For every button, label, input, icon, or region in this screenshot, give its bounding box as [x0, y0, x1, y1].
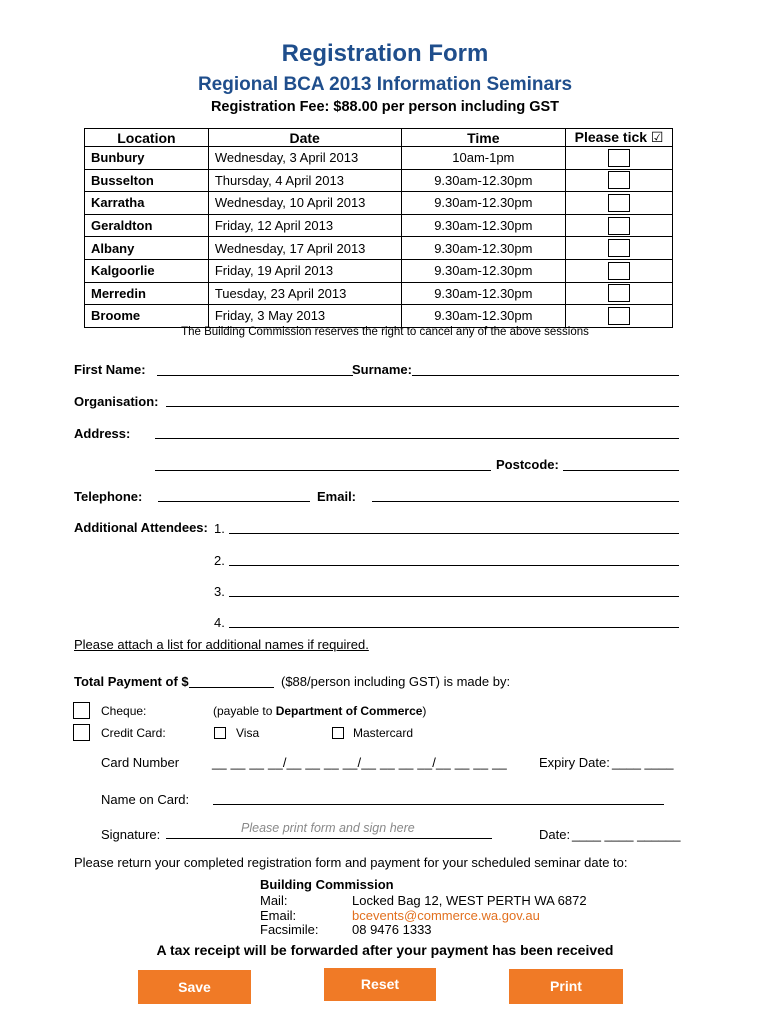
- address-label: Address:: [74, 426, 131, 441]
- session-checkbox-kalgoorlie[interactable]: [608, 262, 630, 280]
- cheque-checkbox[interactable]: [73, 702, 90, 719]
- first-name-label: First Name:: [74, 362, 146, 377]
- cheque-payee-note: (payable to Department of Commerce): [213, 704, 427, 718]
- location-cell: Karratha: [85, 192, 209, 215]
- mail-label: Mail:: [260, 893, 288, 908]
- visa-label: Visa: [236, 726, 260, 740]
- surname-label: Surname:: [352, 362, 412, 377]
- location-cell: Bunbury: [85, 147, 209, 170]
- credit-card-checkbox[interactable]: [73, 724, 90, 741]
- column-header-date: Date: [208, 129, 401, 147]
- signature-field[interactable]: [166, 838, 492, 839]
- location-cell: Broome: [85, 305, 209, 328]
- date-field[interactable]: ____ ____ ______: [572, 827, 681, 842]
- attendee-number: 4.: [214, 615, 225, 630]
- table-row: [85, 169, 673, 192]
- surname-field[interactable]: [412, 375, 679, 376]
- organisation-field[interactable]: [166, 406, 679, 407]
- session-checkbox-albany[interactable]: [608, 239, 630, 257]
- session-checkbox-bunbury[interactable]: [608, 149, 630, 167]
- telephone-field[interactable]: [158, 501, 310, 502]
- reset-button[interactable]: Reset: [324, 968, 436, 1001]
- registration-fee: Registration Fee: $88.00 per person including GST: [210, 99, 560, 115]
- signature-placeholder: Please print form and sign here: [241, 821, 415, 835]
- card-number-field[interactable]: __ __ __ __/__ __ __ __/__ __ __ __/__ __ __ __: [212, 755, 507, 770]
- return-instructions: Please return your completed registration form and payment for your scheduled seminar date to:: [74, 855, 628, 870]
- expiry-date-label: Expiry Date:: [539, 755, 610, 770]
- address-field-line-1[interactable]: [155, 438, 679, 439]
- time-cell: 9.30am-12.30pm: [401, 237, 566, 260]
- attendee-field-3[interactable]: [229, 596, 679, 597]
- page-title: Registration Form: [281, 40, 489, 67]
- time-cell: 9.30am-12.30pm: [401, 169, 566, 192]
- time-cell: 9.30am-12.30pm: [401, 259, 566, 282]
- tax-receipt-note: A tax receipt will be forwarded after your payment has been received: [156, 942, 614, 958]
- table-row: [85, 282, 673, 305]
- time-cell: 9.30am-12.30pm: [401, 192, 566, 215]
- name-on-card-field[interactable]: [213, 804, 664, 805]
- time-cell: 10am-1pm: [401, 147, 566, 170]
- first-name-field[interactable]: [157, 375, 353, 376]
- column-header-time: Time: [401, 129, 566, 147]
- table-row: [85, 214, 673, 237]
- attendee-field-1[interactable]: [229, 533, 679, 534]
- attendee-field-4[interactable]: [229, 627, 679, 628]
- card-number-label: Card Number: [101, 755, 180, 770]
- location-cell: Busselton: [85, 169, 209, 192]
- seminar-schedule-table: [84, 128, 673, 328]
- session-checkbox-karratha[interactable]: [608, 194, 630, 212]
- organisation-label: Organisation:: [74, 394, 159, 409]
- print-button[interactable]: Print: [509, 969, 623, 1004]
- expiry-date-field[interactable]: ____ ____: [612, 755, 674, 770]
- facsimile-number: 08 9476 1333: [352, 922, 432, 937]
- table-row: [85, 305, 673, 328]
- return-email-label: Email:: [260, 908, 297, 923]
- time-cell: 9.30am-12.30pm: [401, 282, 566, 305]
- table-row: [85, 237, 673, 260]
- mastercard-label: Mastercard: [353, 726, 414, 740]
- attendee-number: 2.: [214, 553, 225, 568]
- time-cell: 9.30am-12.30pm: [401, 305, 566, 328]
- telephone-label: Telephone:: [74, 489, 143, 504]
- attendee-field-2[interactable]: [229, 565, 679, 566]
- return-email-link[interactable]: bcevents@commerce.wa.gov.au: [352, 908, 540, 923]
- total-payment-field[interactable]: [189, 687, 274, 688]
- signature-label: Signature:: [101, 827, 161, 842]
- visa-checkbox[interactable]: [214, 727, 226, 739]
- facsimile-label: Facsimile:: [260, 922, 319, 937]
- session-checkbox-broome[interactable]: [608, 307, 630, 325]
- return-organisation: Building Commission: [260, 877, 394, 892]
- attach-list-note: Please attach a list for additional names if required.: [74, 637, 369, 652]
- postcode-label: Postcode:: [496, 457, 559, 472]
- session-checkbox-merredin[interactable]: [608, 284, 630, 302]
- session-checkbox-busselton[interactable]: [608, 171, 630, 189]
- column-header-tick: Please tick ☑: [566, 129, 673, 147]
- time-cell: 9.30am-12.30pm: [401, 214, 566, 237]
- location-cell: Albany: [85, 237, 209, 260]
- table-header-row: [85, 129, 673, 147]
- name-on-card-label: Name on Card:: [101, 792, 190, 807]
- postcode-field[interactable]: [563, 470, 679, 471]
- location-cell: Kalgoorlie: [85, 259, 209, 282]
- location-cell: Merredin: [85, 282, 209, 305]
- location-cell: Geraldton: [85, 214, 209, 237]
- email-field[interactable]: [372, 501, 679, 502]
- email-label: Email:: [317, 489, 357, 504]
- table-row: [85, 192, 673, 215]
- additional-attendees-label: Additional Attendees:: [74, 520, 208, 535]
- mail-address: Locked Bag 12, WEST PERTH WA 6872: [352, 893, 587, 908]
- attendee-number: 3.: [214, 584, 225, 599]
- date-cell: Wednesday, 17 April 2013: [208, 237, 401, 260]
- credit-card-label: Credit Card:: [101, 726, 166, 740]
- date-cell: Wednesday, 10 April 2013: [208, 192, 401, 215]
- save-button[interactable]: Save: [138, 970, 251, 1004]
- total-payment-suffix: ($88/person including GST) is made by:: [281, 674, 511, 689]
- total-payment-label: Total Payment of $: [74, 674, 189, 689]
- table-row: [85, 259, 673, 282]
- cancellation-note: The Building Commission reserves the right to cancel any of the above sessions: [181, 326, 589, 338]
- date-cell: Friday, 19 April 2013: [208, 259, 401, 282]
- date-cell: Tuesday, 23 April 2013: [208, 282, 401, 305]
- date-cell: Friday, 3 May 2013: [208, 305, 401, 328]
- date-label: Date:: [539, 827, 571, 842]
- date-cell: Wednesday, 3 April 2013: [208, 147, 401, 170]
- mastercard-checkbox[interactable]: [332, 727, 344, 739]
- table-row: [85, 147, 673, 170]
- date-cell: Thursday, 4 April 2013: [208, 169, 401, 192]
- session-checkbox-geraldton[interactable]: [608, 217, 630, 235]
- date-cell: Friday, 12 April 2013: [208, 214, 401, 237]
- column-header-location: Location: [85, 129, 209, 147]
- attendee-number: 1.: [214, 521, 225, 536]
- page-subtitle: Regional BCA 2013 Information Seminars: [197, 74, 573, 95]
- address-field-line-2[interactable]: [155, 470, 491, 471]
- cheque-label: Cheque:: [101, 704, 147, 718]
